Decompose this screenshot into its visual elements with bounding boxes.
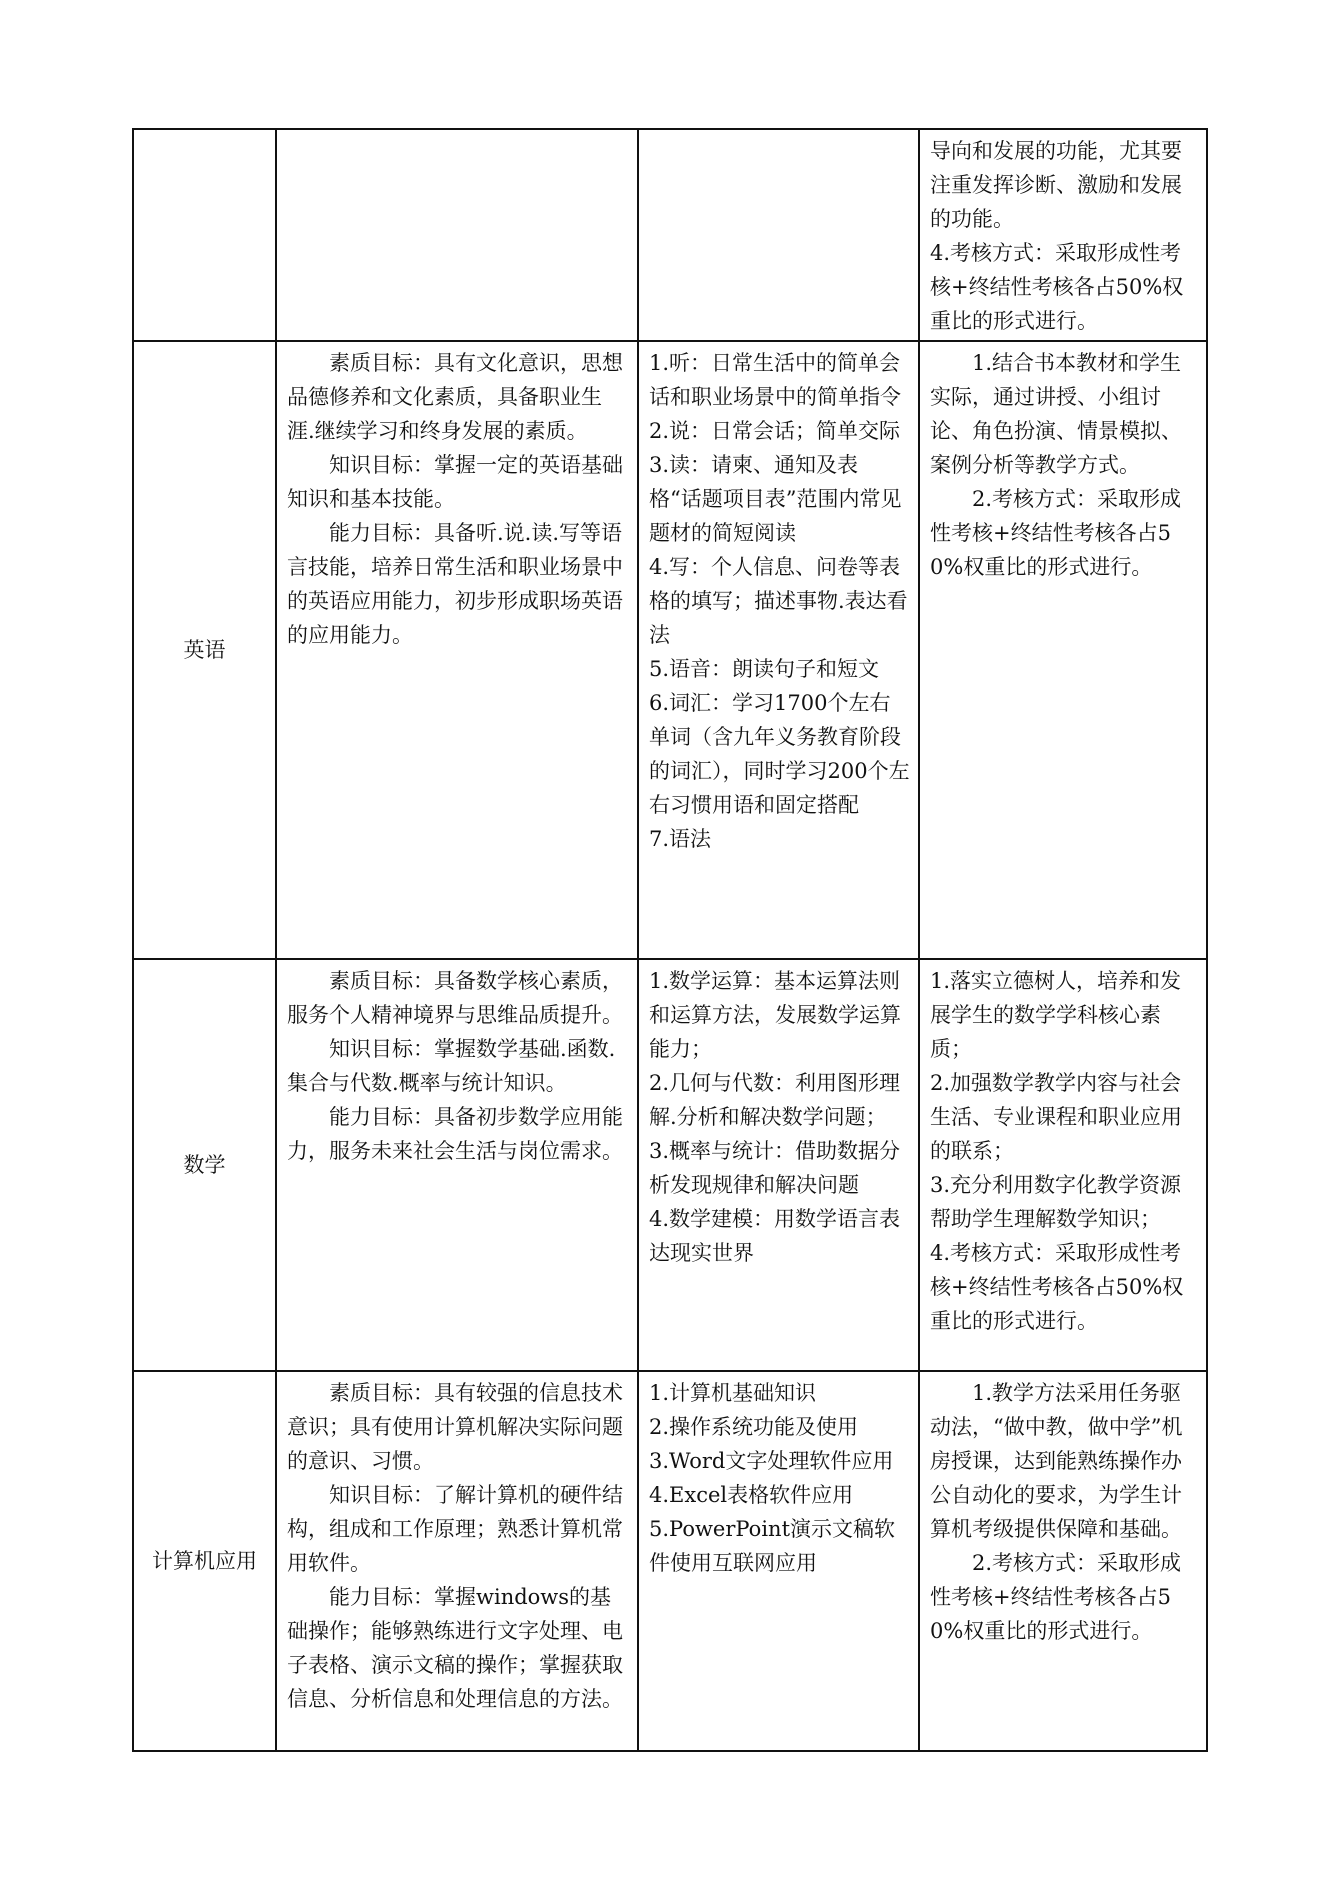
methods-cell [919,1371,1207,1751]
content-item: 4.数学建模：用数学语言表达现实世界 [649,1207,901,1265]
content-item: 2.操作系统功能及使用 [649,1415,859,1439]
method-item: 4.考核方式：采取形成性考核+终结性考核各占50%权重比的形式进行。 [930,241,1184,333]
goals-cell [276,129,638,341]
content-item: 3.概率与统计：借助数据分析发现规律和解决问题 [649,1139,901,1197]
subject-cell [133,129,276,341]
content-item: 2.几何与代数：利用图形理解.分析和解决数学问题； [649,1071,901,1129]
content-item: 5.PowerPoint演示文稿软件使用互联网应用 [649,1517,896,1575]
goal-item: 能力目标：掌握windows的基础操作；能够熟练进行文字处理、电子表格、演示文稿的操作；掌握获取信息、分析信息和处理信息的方法。 [287,1585,623,1711]
method-item: 2.加强数学教学内容与社会生活、专业课程和职业应用的联系； [930,1071,1182,1163]
method-item: 导向和发展的功能，尤其要注重发挥诊断、激励和发展的功能。 [930,139,1182,231]
contents-cell [638,341,919,959]
goal-item: 素质目标：具有较强的信息技术意识；具有使用计算机解决实际问题的意识、习惯。 [287,1381,623,1473]
subject-cell [133,1371,276,1751]
goals-cell [276,959,638,1371]
subject-name: 英语 [183,638,226,662]
table-row [133,341,1207,959]
subject-name: 数学 [183,1153,226,1177]
subject-cell [133,341,276,959]
table-row [133,129,1207,341]
goal-item: 素质目标：具备数学核心素质，服务个人精神境界与思维品质提升。 [287,969,623,1027]
content-item: 3.Word文字处理软件应用 [649,1449,894,1473]
contents-cell [638,1371,919,1751]
goal-item: 知识目标：掌握数学基础.函数.集合与代数.概率与统计知识。 [287,1037,616,1095]
content-item: 1.听：日常生活中的简单会话和职业场景中的简单指令 [649,351,901,409]
table-row [133,959,1207,1371]
goal-item: 知识目标：掌握一定的英语基础知识和基本技能。 [287,453,623,511]
methods-cell [919,959,1207,1371]
method-item: 4.考核方式：采取形成性考核+终结性考核各占50%权重比的形式进行。 [930,1241,1184,1333]
method-item: 2.考核方式：采取形成性考核+终结性考核各占50%权重比的形式进行。 [930,487,1182,579]
content-item: 4.Excel表格软件应用 [649,1483,854,1507]
methods-cell [919,341,1207,959]
method-item: 1.教学方法采用任务驱动法，“做中教，做中学”机房授课，达到能熟练操作办公自动化的要求，为学生计算机考级提供保障和基础。 [930,1381,1183,1541]
content-item: 1.数学运算：基本运算法则和运算方法，发展数学运算能力； [649,969,901,1061]
table-row [133,1371,1207,1751]
content-item: 7.语法 [649,827,712,851]
contents-cell [638,129,919,341]
content-item: 4.写：个人信息、问卷等表格的填写；描述事物.表达看法 [649,555,908,647]
content-item: 3.读：请柬、通知及表格“话题项目表”范围内常见题材的简短阅读 [649,453,902,545]
goal-item: 能力目标：具备初步数学应用能力，服务未来社会生活与岗位需求。 [287,1105,623,1163]
method-item: 1.落实立德树人，培养和发展学生的数学学科核心素质； [930,969,1182,1061]
methods-cell [919,129,1207,341]
goal-item: 能力目标：具备听.说.读.写等语言技能，培养日常生活和职业场景中的英语应用能力，初步形成职场英语的应用能力。 [287,521,623,647]
content-item: 2.说：日常会话；简单交际 [649,419,901,443]
subject-name: 计算机应用 [152,1549,257,1573]
method-item: 1.结合书本教材和学生实际，通过讲授、小组讨论、角色扮演、情景模拟、案例分析等教学方式。 [930,351,1182,477]
goals-cell [276,1371,638,1751]
goals-cell [276,341,638,959]
method-item: 2.考核方式：采取形成性考核+终结性考核各占50%权重比的形式进行。 [930,1551,1182,1643]
goal-item: 知识目标：了解计算机的硬件结构，组成和工作原理；熟悉计算机常用软件。 [287,1483,623,1575]
content-item: 6.词汇：学习1700个左右单词（含九年义务教育阶段的词汇），同时学习200个左右习惯用语和固定搭配 [649,691,910,817]
curriculum-table [132,128,1208,1752]
subject-cell [133,959,276,1371]
contents-cell [638,959,919,1371]
content-item: 1.计算机基础知识 [649,1381,817,1405]
goal-item: 素质目标：具有文化意识，思想品德修养和文化素质，具备职业生涯.继续学习和终身发展的素质。 [287,351,623,443]
method-item: 3.充分利用数字化教学资源帮助学生理解数学知识； [930,1173,1182,1231]
content-item: 5.语音：朗读句子和短文 [649,657,880,681]
